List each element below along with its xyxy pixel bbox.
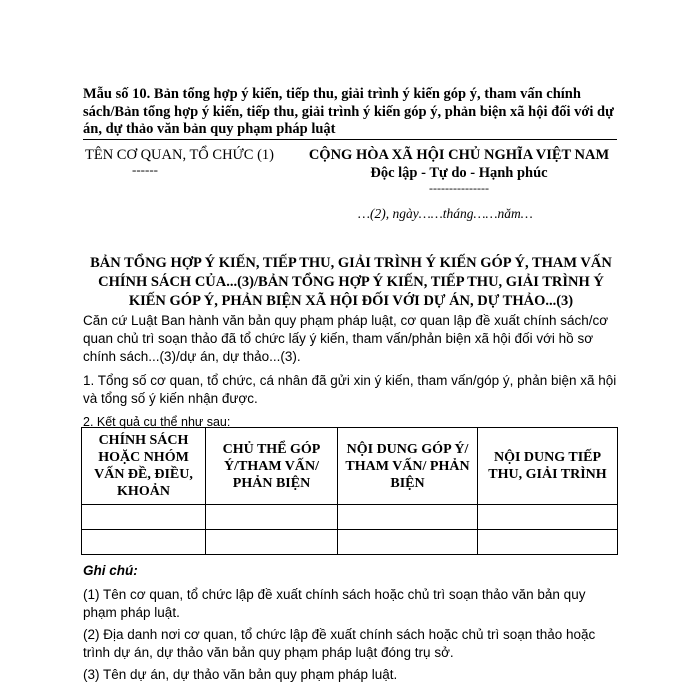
column-header-policy: CHÍNH SÁCH HOẶC NHÓM VẤN ĐỀ, ĐIỀU, KHOẢN bbox=[82, 428, 206, 505]
note-1: (1) Tên cơ quan, tổ chức lập đề xuất chính sách hoặc chủ trì soạn thảo văn bản quy phạm pháp luật. bbox=[83, 587, 586, 620]
note-3: (3) Tên dự án, dự thảo văn bản quy phạm pháp luật. bbox=[83, 667, 398, 682]
item-1-paragraph: 1. Tổng số cơ quan, tổ chức, cá nhân đã gửi xin ý kiến, tham vấn/góp ý, phản biện xã hội và tổng số ý kiến nhận được. bbox=[83, 373, 617, 406]
table-row bbox=[82, 505, 618, 530]
column-header-response: NỘI DUNG TIẾP THU, GIẢI TRÌNH bbox=[478, 428, 618, 505]
table-header-row bbox=[82, 428, 618, 505]
motto: Độc lập - Tự do - Hạnh phúc bbox=[370, 165, 548, 181]
org-name: TÊN CƠ QUAN, TỔ CHỨC (1) bbox=[85, 147, 275, 163]
form-title: Mẫu số 10. Bản tổng hợp ý kiến, tiếp thu, giải trình ý kiến góp ý, tham vấn chính sách/Bản tổng hợp ý kiến, tiếp thu, giải trình ý kiến góp ý, phản biện xã hội đối với dự án, dự thảo văn bản quy phạm pháp luật bbox=[83, 86, 614, 137]
results-table bbox=[81, 427, 618, 555]
table-cell bbox=[206, 505, 338, 530]
table-cell bbox=[478, 530, 618, 555]
table-cell bbox=[338, 530, 478, 555]
org-rule: ------ bbox=[132, 162, 158, 177]
place-date: …(2), ngày……tháng……năm… bbox=[358, 206, 533, 221]
motto-rule: --------------- bbox=[429, 181, 489, 195]
document-title: BẢN TỔNG HỢP Ý KIẾN, TIẾP THU, GIẢI TRÌNH Ý KIẾN GÓP Ý, THAM VẤN CHÍNH SÁCH CỦA...(3)/BẢN TỔNG HỢP Ý KIẾN, TIẾP THU, GIẢI TRÌNH Ý KIẾN GÓP Ý, PHẢN BIỆN XÃ HỘI ĐỐI VỚI DỰ ÁN, DỰ THẢO...(3) bbox=[90, 255, 612, 309]
column-header-content: NỘI DUNG GÓP Ý/ THAM VẤN/ PHẢN BIỆN bbox=[338, 428, 478, 505]
table-row bbox=[82, 530, 618, 555]
column-header-contributor: CHỦ THỂ GÓP Ý/THAM VẤN/ PHẢN BIỆN bbox=[206, 428, 338, 505]
title-divider bbox=[83, 139, 617, 140]
org-block bbox=[85, 146, 295, 176]
table-cell bbox=[82, 505, 206, 530]
table-cell bbox=[206, 530, 338, 555]
notes-heading: Ghi chú: bbox=[83, 563, 138, 578]
nation-name: CỘNG HÒA XÃ HỘI CHỦ NGHĨA VIỆT NAM bbox=[308, 147, 610, 163]
table-cell bbox=[338, 505, 478, 530]
item-2-paragraph: 2. Kết quả cụ thể như sau: bbox=[83, 415, 231, 429]
note-2: (2) Địa danh nơi cơ quan, tổ chức lập đề xuất chính sách hoặc chủ trì soạn thảo hoặc trình dự án, dự thảo văn bản quy phạm pháp luật đóng trụ sở. bbox=[83, 627, 596, 660]
legal-basis-paragraph: Căn cứ Luật Ban hành văn bản quy phạm pháp luật, cơ quan lập đề xuất chính sách/cơ quan chủ trì soạn thảo đã tổ chức lấy ý kiến, tham vấn/phản biện xã hội đối với hồ sơ chính sách...(3)/dự án, dự thảo...(3). bbox=[83, 313, 609, 364]
national-header bbox=[300, 146, 618, 194]
table-cell bbox=[478, 505, 618, 530]
table-cell bbox=[82, 530, 206, 555]
